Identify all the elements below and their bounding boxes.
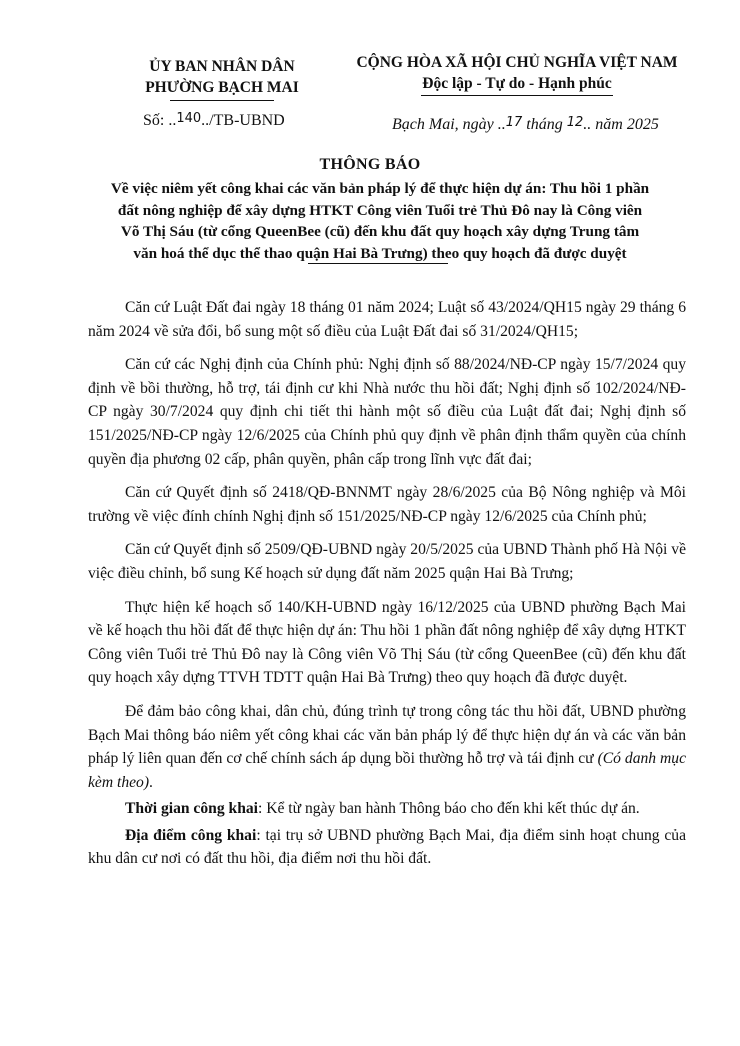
- location-text: : tại trụ sở UBND phường Bạch Mai, địa điểm sinh hoạt chung của khu dân cư nơi có đất thu hồi, địa điểm nơi thu hồi đất.: [88, 826, 687, 868]
- doc-no-suffix: /TB-UBND: [209, 112, 285, 129]
- date-dots-2: ..: [583, 116, 592, 133]
- legal-basis-paragraph: Căn cứ Luật Đất đai ngày 18 tháng 01 năm 2024; Luật số 43/2024/QH15 ngày 29 tháng 6 năm 2024 về sửa đổi, bổ sung một số điều của Luật Đất đai số 31/2024/QH15;: [88, 299, 686, 340]
- document-subject: [70, 178, 690, 264]
- motto: Độc lập - Tự do - Hạnh phúc: [422, 75, 612, 92]
- date-month-label: tháng: [526, 116, 563, 133]
- time-text: : Kể từ ngày ban hành Thông báo cho đến khi kết thúc dự án.: [258, 800, 640, 818]
- disclosure-text: Để đảm bảo công khai, dân chủ, đúng trình tự trong công tác thu hồi đất, UBND phường Bạch Mai thông báo niêm yết công khai các văn bản pháp lý để thực hiện dự án và các văn bản pháp lý liên quan đến cơ chế chính sách áp dụng bồi thường hỗ trợ và tái định cư: [88, 702, 686, 768]
- implementation-paragraph: Thực hiện kế hoạch số 140/KH-UBND ngày 16/12/2025 của UBND phường Bạch Mai về kế hoạch thu hồi đất để thực hiện dự án: Thu hồi 1 phần đất nông nghiệp để xây dựng HTKT Công viên Tuổi trẻ Thủ Đô nay là Công viên Võ Thị Sáu (từ cổng QueenBee (cũ) đến khu đất quy hoạch xây dựng TTVH TDTT quận Hai Bà Trưng) theo quy hoạch đã được duyệt.: [88, 598, 687, 687]
- agency-name-line1: ỦY BAN NHÂN DÂN: [149, 58, 295, 75]
- doc-no-handwritten: 140: [176, 111, 202, 126]
- location-label: Địa điểm công khai: [125, 826, 257, 844]
- disclosure-note: (Có danh mục kèm theo): [88, 750, 687, 791]
- doc-no-dots: ..: [168, 112, 177, 129]
- national-motto: [352, 52, 682, 96]
- time-label: Thời gian công khai: [125, 800, 258, 818]
- subject-line: Võ Thị Sáu (từ cổng QueenBee (cũ) đến khu đất quy hoạch xây dựng Trung tâm: [120, 223, 640, 240]
- subject-line: đất nông nghiệp để xây dựng HTKT Công viên Tuổi trẻ Thủ Đô nay là Công viên: [117, 201, 643, 219]
- disclosure-paragraph: [88, 700, 686, 794]
- disclosure-time: [88, 797, 686, 821]
- subject-line: Về việc niêm yết công khai các văn bản pháp lý để thực hiện dự án: Thu hồi 1 phần: [110, 180, 650, 197]
- motto-underline: [421, 95, 613, 96]
- legal-basis-paragraph: Căn cứ các Nghị định của Chính phủ: Nghị định số 88/2024/NĐ-CP ngày 15/7/2024 quy định về bồi thường, hỗ trợ, tái định cư khi Nhà nước thu hồi đất; Nghị định số 102/2024/NĐ-CP ngày 30/7/2024 quy định chi tiết thi hành một số điều của Luật đất đai; Nghị định số 151/2025/NĐ-CP ngày 12/6/2025 của Chính phủ quy định về phân định thẩm quyền của chính quyền địa phương 02 cấp, phân quyền, phân cấp trong lĩnh vực đất đai;: [88, 356, 686, 468]
- agency-underline: [170, 100, 274, 101]
- disclosure-end: .: [149, 773, 153, 791]
- doc-no-label: Số:: [143, 112, 165, 129]
- date-month: 12: [566, 115, 584, 130]
- disclosure-location: [88, 824, 686, 871]
- date-year: năm 2025: [595, 116, 659, 133]
- nation-name: CỘNG HÒA XÃ HỘI CHỦ NGHĨA VIỆT NAM: [356, 54, 678, 71]
- document-body: [88, 296, 686, 874]
- document-date: [392, 116, 659, 134]
- date-day: 17: [505, 115, 523, 130]
- date-dots: ..: [497, 116, 506, 133]
- date-place: Bạch Mai, ngày: [392, 116, 494, 133]
- legal-basis-paragraph: Căn cứ Quyết định số 2509/QĐ-UBND ngày 20/5/2025 của UBND Thành phố Hà Nội về việc điều chỉnh, bổ sung Kế hoạch sử dụng đất năm 2025 quận Hai Bà Trưng;: [88, 541, 686, 582]
- document-title: THÔNG BÁO: [319, 156, 421, 173]
- issuing-agency: [108, 56, 336, 101]
- legal-basis-paragraph: Căn cứ Quyết định số 2418/QĐ-BNNMT ngày 28/6/2025 của Bộ Nông nghiệp và Môi trường về việc đính chính Nghị định số 151/2025/NĐ-CP ngày 12/6/2025 của Chính phủ;: [88, 484, 686, 525]
- document-number: [143, 112, 285, 130]
- doc-no-dots-2: ..: [201, 112, 210, 129]
- agency-name-line2: PHƯỜNG BẠCH MAI: [145, 79, 299, 96]
- subject-line: văn hoá thể dục thể thao quận Hai Bà Trưng) theo quy hoạch đã được duyệt: [133, 244, 627, 262]
- subject-underline: [308, 263, 448, 264]
